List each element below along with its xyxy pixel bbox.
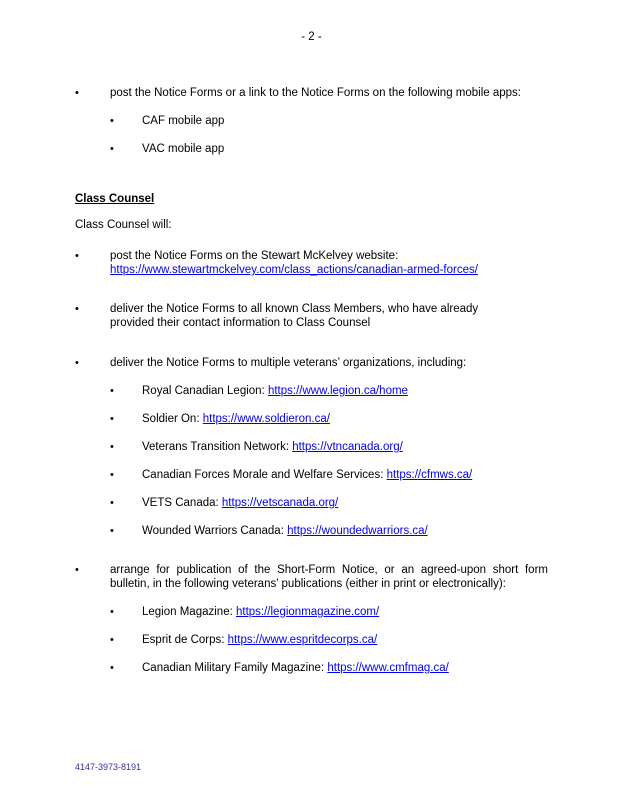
- bullet-item-publications: [0, 563, 623, 591]
- sub-bullet-text: [142, 496, 548, 510]
- legion-link[interactable]: https://www.legion.ca/home: [267, 385, 408, 397]
- soldier-on-link[interactable]: https://www.soldieron.ca/: [202, 413, 330, 425]
- bullet-marker: •: [75, 87, 79, 99]
- page-number: - 2 -: [301, 31, 322, 43]
- org-label: Wounded Warriors Canada:: [142, 525, 288, 537]
- bullet-marker: •: [110, 497, 114, 509]
- legion-magazine-link[interactable]: https://legionmagazine.com/: [235, 606, 380, 618]
- cfmws-link[interactable]: https://cfmws.ca/: [386, 469, 473, 481]
- bullet-text: deliver the Notice Forms to all known Class Members, who have already provided their contact information to Class Counsel: [110, 303, 479, 329]
- publication-label: Esprit de Corps:: [142, 634, 228, 646]
- section-intro: Class Counsel will:: [75, 219, 172, 231]
- bullet-marker: •: [110, 115, 114, 127]
- sub-bullet-text: [142, 524, 548, 538]
- bullet-item-deliver-orgs: [0, 356, 623, 370]
- bullet-marker: •: [110, 385, 114, 397]
- sub-bullet-item-caf-app: [0, 114, 623, 128]
- publication-label: Legion Magazine:: [142, 606, 236, 618]
- sub-bullet-item-legion: [0, 384, 623, 398]
- stewart-mckelvey-link[interactable]: https://www.stewartmckelvey.com/class_actions/canadian-armed-forces/: [110, 264, 478, 276]
- bullet-text: deliver the Notice Forms to multiple veterans’ organizations, including:: [110, 357, 467, 369]
- sub-bullet-text: [142, 468, 548, 482]
- sub-bullet-text: [142, 412, 548, 426]
- bullet-item-website: [0, 249, 623, 277]
- sub-bullet-text: CAF mobile app: [142, 115, 225, 127]
- wounded-warriors-link[interactable]: https://woundedwarriors.ca/: [287, 525, 428, 537]
- bullet-marker: •: [75, 250, 79, 262]
- publication-label: Canadian Military Family Magazine:: [142, 662, 328, 674]
- bullet-item-mobile-apps: [0, 86, 623, 100]
- sub-bullet-item-legion-magazine: [0, 605, 623, 619]
- bullet-marker: •: [75, 357, 79, 369]
- esprit-de-corps-link[interactable]: https://www.espritdecorps.ca/: [227, 634, 378, 646]
- bullet-text: arrange for publication of the Short-Form Notice, or an agreed-upon short form bulletin, in the following veterans’ publications (either in print or electronically):: [110, 564, 548, 590]
- cmf-magazine-link[interactable]: https://www.cmfmag.ca/: [327, 662, 449, 674]
- sub-bullet-text: [142, 605, 548, 619]
- section-heading: Class Counsel: [75, 193, 155, 205]
- document-id-footer: 4147-3973-8191: [75, 762, 142, 772]
- org-label: Veterans Transition Network:: [142, 441, 293, 453]
- sub-bullet-item-vets-canada: [0, 496, 623, 510]
- bullet-marker: •: [110, 662, 114, 674]
- bullet-marker: •: [110, 606, 114, 618]
- bullet-marker: •: [110, 413, 114, 425]
- sub-bullet-item-cmf-magazine: [0, 661, 623, 675]
- bullet-item-deliver-members: [0, 302, 623, 330]
- sub-bullet-text: [142, 633, 548, 647]
- bullet-marker: •: [110, 441, 114, 453]
- vets-canada-link[interactable]: https://vetscanada.org/: [221, 497, 339, 509]
- sub-bullet-text: [142, 440, 548, 454]
- bullet-marker: •: [75, 303, 79, 315]
- bullet-text-label: post the Notice Forms on the Stewart McKelvey website:: [110, 250, 399, 262]
- bullet-marker: •: [110, 634, 114, 646]
- section-heading-wrap: [0, 192, 623, 206]
- sub-bullet-text: [142, 384, 548, 398]
- bullet-text: [110, 249, 548, 277]
- org-label: VETS Canada:: [142, 497, 222, 509]
- sub-bullet-item-soldier-on: [0, 412, 623, 426]
- bullet-marker: •: [110, 469, 114, 481]
- sub-bullet-item-esprit-de-corps: [0, 633, 623, 647]
- org-label: Royal Canadian Legion:: [142, 385, 268, 397]
- bullet-marker: •: [110, 525, 114, 537]
- bullet-marker: •: [75, 564, 79, 576]
- sub-bullet-item-cfmws: [0, 468, 623, 482]
- vtn-link[interactable]: https://vtncanada.org/: [292, 441, 403, 453]
- sub-bullet-text: [142, 661, 548, 675]
- sub-bullet-item-wounded-warriors: [0, 524, 623, 538]
- bullet-marker: •: [110, 143, 114, 155]
- sub-bullet-item-vtn: [0, 440, 623, 454]
- sub-bullet-text: VAC mobile app: [142, 143, 225, 155]
- bullet-text: post the Notice Forms or a link to the Notice Forms on the following mobile apps:: [110, 87, 521, 99]
- sub-bullet-item-vac-app: [0, 142, 623, 156]
- org-label: Soldier On:: [142, 413, 203, 425]
- org-label: Canadian Forces Morale and Welfare Services:: [142, 469, 387, 481]
